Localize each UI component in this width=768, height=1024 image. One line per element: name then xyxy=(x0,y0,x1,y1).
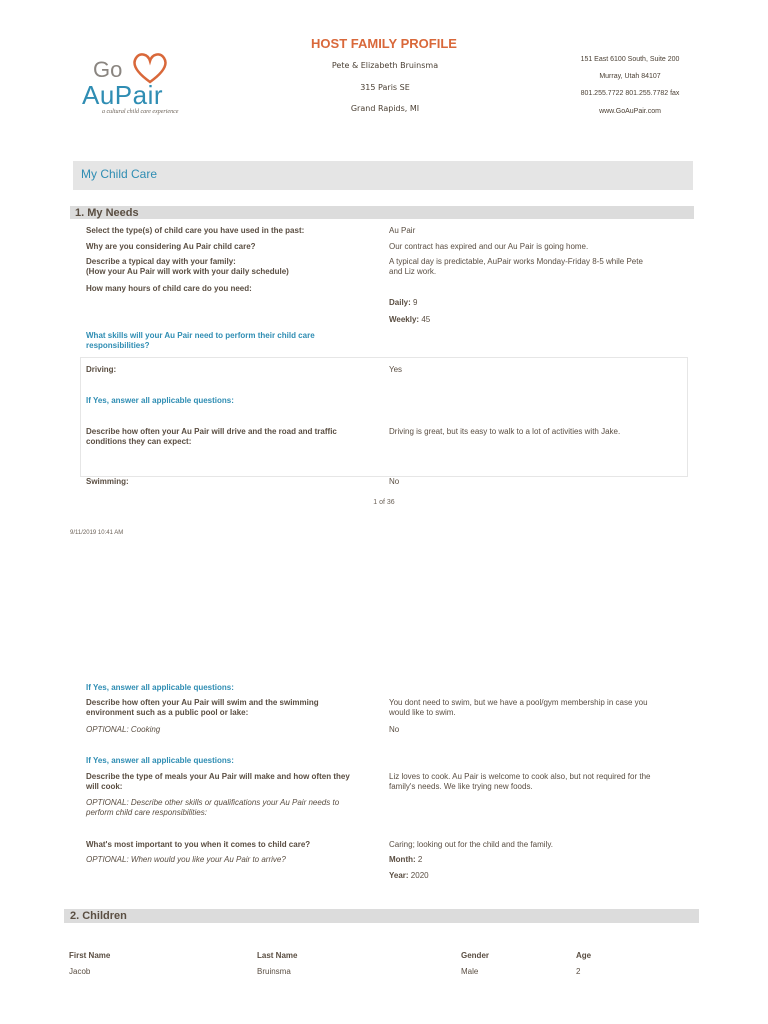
weekly-value: 45 xyxy=(419,315,431,324)
driving-details-box xyxy=(80,357,688,477)
question-swim-often xyxy=(86,698,319,718)
question-arrival: OPTIONAL: When would you like your Au Pair to arrive? xyxy=(86,855,286,864)
if-yes-cooking: If Yes, answer all applicable questions: xyxy=(86,756,234,765)
logo-tagline: a cultural child care experience xyxy=(102,109,179,115)
print-timestamp: 9/11/2019 10:41 AM xyxy=(70,530,124,536)
answer-cooking: No xyxy=(389,725,400,734)
question-typical-day xyxy=(86,257,289,277)
question-typical-day-line2: (How your Au Pair will work with your daily schedule) xyxy=(86,267,289,276)
answer-hours-weekly xyxy=(389,315,430,325)
agency-address-line1: 151 East 6100 South, Suite 200 xyxy=(580,56,680,63)
question-meals xyxy=(86,772,350,792)
year-label: Year: xyxy=(389,871,409,880)
question-other-skills xyxy=(86,798,339,818)
answer-drive-often: Driving is great, but its easy to walk to a lot of activities with Jake. xyxy=(389,427,621,436)
family-names: Pete & Elizabeth Bruinsma xyxy=(331,61,439,70)
question-drive-often-line2: conditions they can expect: xyxy=(86,437,192,446)
answer-why-au-pair: Our contract has expired and our Au Pair is going home. xyxy=(389,242,589,251)
answer-swim-often-line1: You dont need to swim, but we have a pool/gym membership in case you xyxy=(389,698,648,707)
answer-typical-day xyxy=(389,257,643,277)
question-meals-line1: Describe the type of meals your Au Pair will make and how often they xyxy=(86,772,350,781)
column-header-gender: Gender xyxy=(461,951,490,960)
agency-phone: 801.255.7722 801.255.7782 fax xyxy=(580,90,680,97)
question-most-important: What's most important to you when it comes to child care? xyxy=(86,840,311,849)
question-why-au-pair: Why are you considering Au Pair child care? xyxy=(86,242,256,251)
answer-hours-daily xyxy=(389,298,417,308)
question-swim-often-line1: Describe how often your Au Pair will swim and the swimming xyxy=(86,698,319,707)
answer-meals-line1: Liz loves to cook. Au Pair is welcome to cook also, but not required for the xyxy=(389,772,651,781)
child-last-name: Bruinsma xyxy=(257,967,291,976)
question-drive-often xyxy=(86,427,337,447)
daily-value: 9 xyxy=(410,298,418,307)
document-title: HOST FAMILY PROFILE xyxy=(311,36,457,51)
logo-go-text: Go xyxy=(93,57,123,82)
family-city: Grand Rapids, MI xyxy=(350,104,420,113)
skills-heading-line2: responsibilities? xyxy=(86,341,150,350)
section-banner xyxy=(73,161,693,190)
section-title: My Child Care xyxy=(81,167,158,181)
weekly-label: Weekly: xyxy=(389,315,420,324)
question-hours: How many hours of child care do you need: xyxy=(86,284,252,293)
child-gender: Male xyxy=(461,967,479,976)
answer-care-types: Au Pair xyxy=(389,226,416,235)
answer-swimming: No xyxy=(389,477,400,486)
answer-swim-often-line2: would like to swim. xyxy=(389,708,456,717)
subsection-title-needs: 1. My Needs xyxy=(75,207,139,219)
answer-most-important: Caring; looking out for the child and the family. xyxy=(389,840,553,849)
question-other-skills-line1: OPTIONAL: Describe other skills or qualifications your Au Pair needs to xyxy=(86,798,340,807)
column-header-last-name: Last Name xyxy=(257,951,298,960)
answer-meals xyxy=(389,772,650,792)
question-drive-often-line1: Describe how often your Au Pair will drive and the road and traffic xyxy=(86,427,337,436)
logo-aupair-text: AuPair xyxy=(82,80,164,110)
column-header-age: Age xyxy=(576,951,592,960)
question-other-skills-line2: perform child care responsibilities: xyxy=(86,808,207,817)
subsection-title-children: 2. Children xyxy=(70,910,127,922)
question-driving: Driving: xyxy=(86,365,117,374)
year-value: 2020 xyxy=(408,871,429,880)
family-street: 315 Paris SE xyxy=(360,83,410,92)
answer-arrival-year xyxy=(389,871,429,881)
answer-typical-day-line1: A typical day is predictable, AuPair works Monday-Friday 8-5 while Pete xyxy=(389,257,643,266)
question-meals-line2: will cook: xyxy=(86,782,123,791)
agency-website: www.GoAuPair.com xyxy=(599,108,661,115)
if-yes-driving: If Yes, answer all applicable questions: xyxy=(86,396,234,405)
month-value: 2 xyxy=(415,855,423,864)
question-swim-often-line2: environment such as a public pool or lake: xyxy=(86,708,249,717)
child-age: 2 xyxy=(576,967,581,976)
daily-label: Daily: xyxy=(389,298,411,307)
question-care-types: Select the type(s) of child care you have used in the past: xyxy=(86,226,305,235)
subsection-banner-children xyxy=(64,909,699,923)
question-swimming: Swimming: xyxy=(86,477,129,486)
question-typical-day-line1: Describe a typical day with your family: xyxy=(86,257,236,266)
subsection-banner-needs xyxy=(70,206,694,219)
if-yes-swimming: If Yes, answer all applicable questions: xyxy=(86,683,234,692)
skills-heading-line1: What skills will your Au Pair need to perform their child care xyxy=(86,331,315,340)
answer-typical-day-line2: and Liz work. xyxy=(389,267,437,276)
skills-heading xyxy=(86,331,315,351)
question-cooking: OPTIONAL: Cooking xyxy=(86,725,161,734)
agency-address-line2: Murray, Utah 84107 xyxy=(599,73,661,80)
answer-driving: Yes xyxy=(389,365,403,374)
answer-swim-often xyxy=(389,698,648,718)
column-header-first-name: First Name xyxy=(69,951,111,960)
child-first-name: Jacob xyxy=(69,967,91,976)
page-number: 1 of 36 xyxy=(373,499,395,506)
month-label: Month: xyxy=(389,855,416,864)
answer-meals-line2: family's needs. We like trying new foods. xyxy=(389,782,533,791)
answer-arrival-month xyxy=(389,855,422,865)
